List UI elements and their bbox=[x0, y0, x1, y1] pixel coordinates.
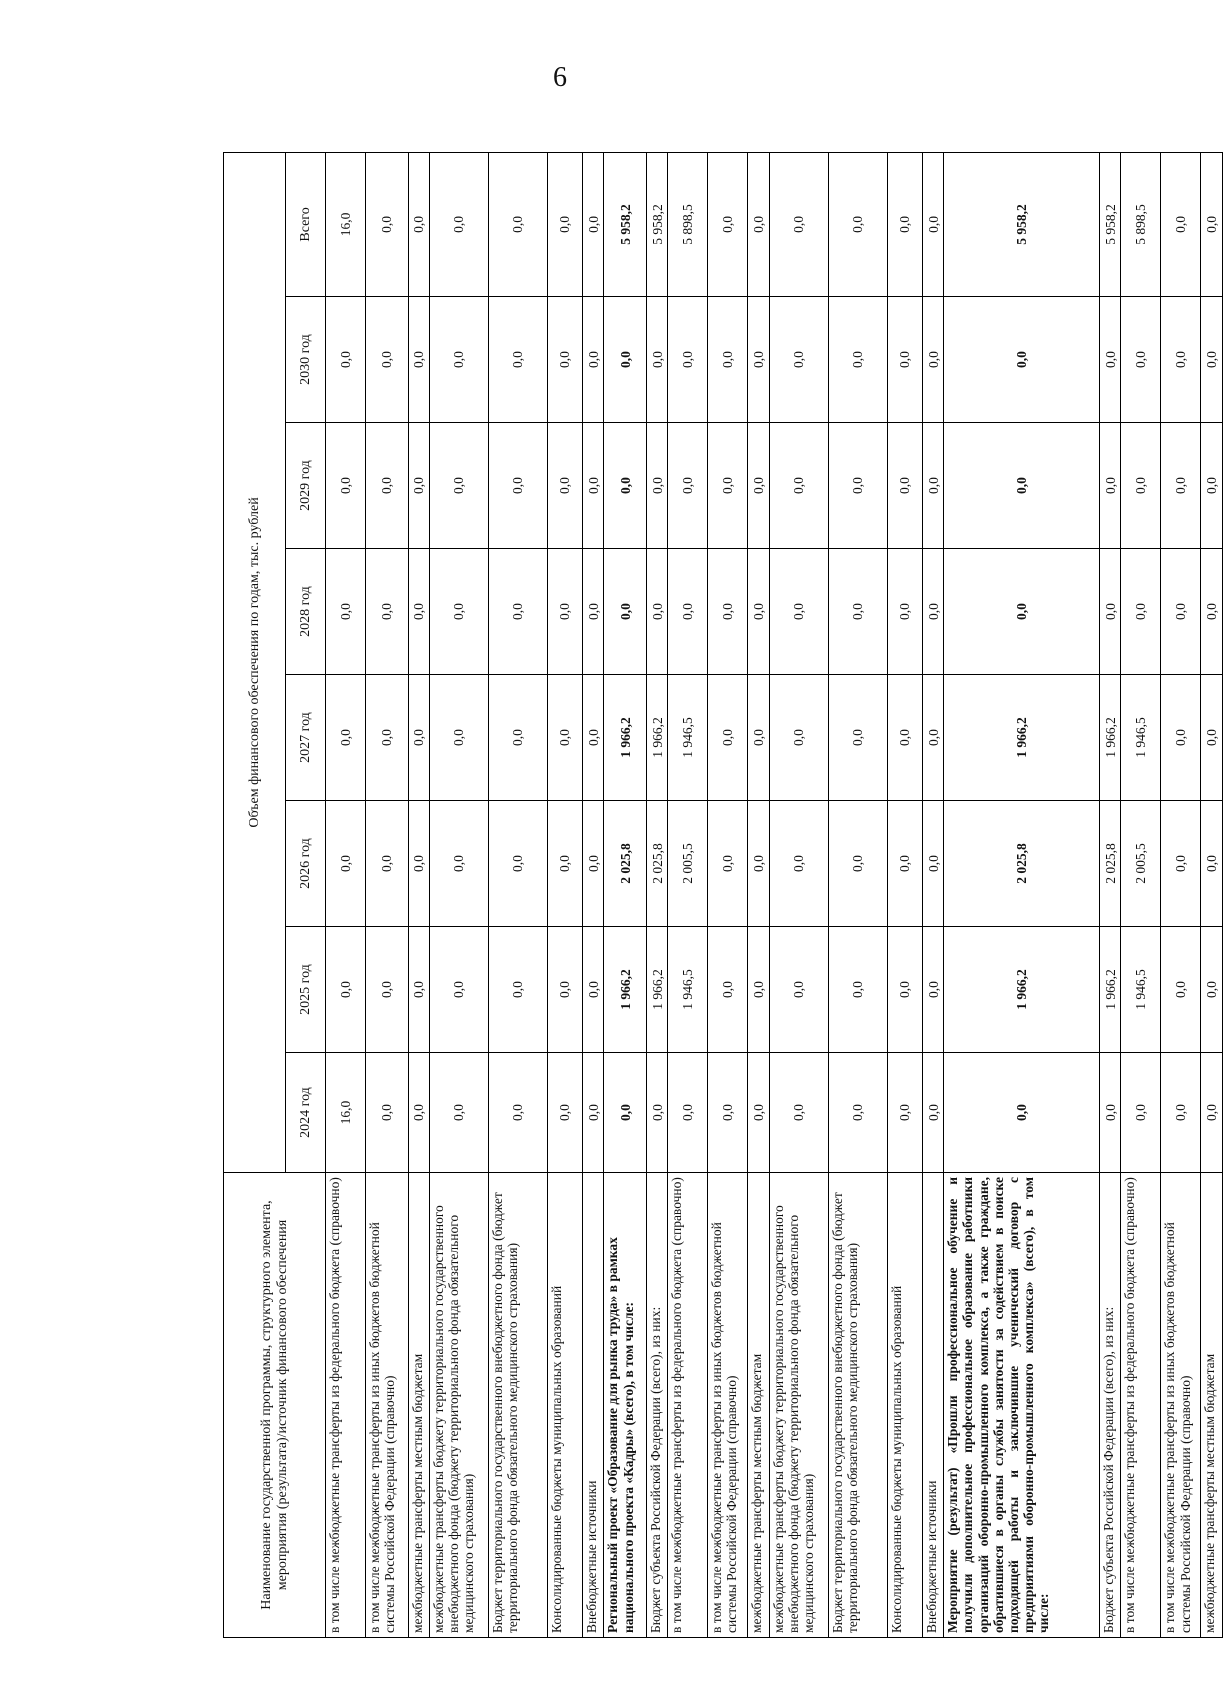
header-row-1 bbox=[224, 152, 286, 1637]
row-label: в том числе межбюджетные трансферты из иных бюджетов бюджетной системы Российской Федерации (справочно) bbox=[1161, 1173, 1201, 1638]
row-year-value: 0,0 bbox=[547, 423, 582, 549]
header-name-column: Наименование государственной программы, структурного элемента, мероприятия (результата)/источник финансового обеспечения bbox=[224, 1173, 326, 1638]
row-year-value: 0,0 bbox=[769, 801, 828, 927]
row-year-value: 0,0 bbox=[429, 549, 488, 675]
row-year-value: 0,0 bbox=[547, 549, 582, 675]
row-year-value: 0,0 bbox=[923, 297, 944, 423]
table-row bbox=[1099, 152, 1120, 1637]
row-year-value: 0,0 bbox=[1161, 927, 1201, 1053]
table-row bbox=[944, 152, 1100, 1637]
row-year-value: 0,0 bbox=[583, 927, 604, 1053]
table-row bbox=[646, 152, 667, 1637]
row-total-value: 0,0 bbox=[429, 152, 488, 296]
row-year-value: 0,0 bbox=[583, 423, 604, 549]
row-total-value: 0,0 bbox=[748, 152, 769, 296]
budget-table bbox=[223, 152, 1223, 1638]
row-year-value: 0,0 bbox=[583, 549, 604, 675]
row-year-value: 0,0 bbox=[604, 549, 646, 675]
row-year-value: 1 966,2 bbox=[944, 927, 1100, 1053]
row-year-value: 0,0 bbox=[583, 297, 604, 423]
row-year-value: 0,0 bbox=[429, 927, 488, 1053]
row-year-value: 0,0 bbox=[366, 927, 408, 1053]
row-year-value: 0,0 bbox=[944, 1053, 1100, 1173]
row-year-value: 0,0 bbox=[488, 801, 547, 927]
header-year: 2025 год bbox=[286, 927, 326, 1053]
row-label: Бюджет территориального государственного внебюджетного фонда (бюджет территориального фонда обязательного медицинского страхования) bbox=[488, 1173, 547, 1638]
row-year-value: 1 946,5 bbox=[668, 675, 708, 801]
row-total-value: 0,0 bbox=[1161, 152, 1201, 296]
row-year-value: 0,0 bbox=[668, 423, 708, 549]
row-year-value: 0,0 bbox=[1161, 675, 1201, 801]
page-number: 6 bbox=[553, 62, 567, 93]
header-total: Всего bbox=[286, 152, 326, 296]
row-label: межбюджетные трансферты бюджету территориального государственного внебюджетного фонда (бюджету территориального фонда обязательного медицинского страхования) bbox=[429, 1173, 488, 1638]
row-year-value: 0,0 bbox=[1161, 801, 1201, 927]
row-year-value: 0,0 bbox=[887, 1053, 922, 1173]
row-label: межбюджетные трансферты бюджету территориального государственного внебюджетного фонда (бюджету территориального фонда обязательного медицинского страхования) bbox=[769, 1173, 828, 1638]
table-row bbox=[604, 152, 646, 1637]
row-year-value: 0,0 bbox=[604, 423, 646, 549]
row-year-value: 0,0 bbox=[708, 297, 748, 423]
table-row bbox=[1161, 152, 1201, 1637]
row-year-value: 0,0 bbox=[488, 675, 547, 801]
table-row bbox=[769, 152, 828, 1637]
row-year-value: 0,0 bbox=[366, 423, 408, 549]
row-year-value: 0,0 bbox=[887, 675, 922, 801]
row-year-value: 0,0 bbox=[547, 297, 582, 423]
row-year-value: 0,0 bbox=[748, 297, 769, 423]
row-year-value: 0,0 bbox=[326, 549, 366, 675]
row-total-value: 0,0 bbox=[488, 152, 547, 296]
row-year-value: 0,0 bbox=[923, 1053, 944, 1173]
row-year-value: 0,0 bbox=[887, 423, 922, 549]
row-year-value: 0,0 bbox=[583, 1053, 604, 1173]
row-year-value: 0,0 bbox=[1121, 423, 1161, 549]
table-row bbox=[547, 152, 582, 1637]
row-total-value: 0,0 bbox=[547, 152, 582, 296]
row-year-value: 2 025,8 bbox=[604, 801, 646, 927]
row-year-value: 2 005,5 bbox=[1121, 801, 1161, 927]
row-total-value: 16,0 bbox=[326, 152, 366, 296]
row-year-value: 0,0 bbox=[828, 675, 887, 801]
row-year-value: 2 005,5 bbox=[668, 801, 708, 927]
row-year-value: 0,0 bbox=[1161, 1053, 1201, 1173]
row-year-value: 0,0 bbox=[1201, 927, 1223, 1053]
row-year-value: 0,0 bbox=[583, 675, 604, 801]
table-row bbox=[1121, 152, 1161, 1637]
row-label: Внебюджетные источники bbox=[923, 1173, 944, 1638]
row-year-value: 0,0 bbox=[326, 423, 366, 549]
row-label: Бюджет субъекта Российской Федерации (всего), из них: bbox=[646, 1173, 667, 1638]
row-year-value: 0,0 bbox=[1099, 423, 1120, 549]
row-total-value: 0,0 bbox=[769, 152, 828, 296]
row-label: Региональный проект «Образование для рынка труда» в рамках национального проекта «Кадры» (всего), в том числе: bbox=[604, 1173, 646, 1638]
row-year-value: 0,0 bbox=[748, 423, 769, 549]
row-year-value: 0,0 bbox=[769, 675, 828, 801]
row-year-value: 0,0 bbox=[668, 549, 708, 675]
table-row bbox=[887, 152, 922, 1637]
table-row bbox=[1201, 152, 1223, 1637]
row-label: Мероприятие (результат) «Прошли профессиональное обучение и получили дополнительное профессиональное образование работники организаций оборонно-промышленного комплекса, а также граждане, обратившиеся в органы службы занятости за содействием в поиске подходящей работы и заключившие ученический договор с предприятиями оборонно-промышленного комплекса» (всего), в том числе: bbox=[944, 1173, 1100, 1638]
row-year-value: 0,0 bbox=[828, 1053, 887, 1173]
row-total-value: 5 898,5 bbox=[668, 152, 708, 296]
row-year-value: 0,0 bbox=[923, 675, 944, 801]
table-row bbox=[923, 152, 944, 1637]
row-year-value: 0,0 bbox=[769, 423, 828, 549]
row-year-value: 2 025,8 bbox=[1099, 801, 1120, 927]
header-year: 2024 год bbox=[286, 1053, 326, 1173]
table-row bbox=[828, 152, 887, 1637]
row-year-value: 0,0 bbox=[828, 801, 887, 927]
row-year-value: 0,0 bbox=[366, 675, 408, 801]
row-year-value: 0,0 bbox=[1201, 801, 1223, 927]
row-year-value: 2 025,8 bbox=[944, 801, 1100, 927]
row-year-value: 0,0 bbox=[944, 549, 1100, 675]
row-year-value: 0,0 bbox=[769, 297, 828, 423]
row-year-value: 0,0 bbox=[488, 927, 547, 1053]
table-row bbox=[326, 152, 366, 1637]
row-total-value: 0,0 bbox=[708, 152, 748, 296]
table-row bbox=[668, 152, 708, 1637]
row-year-value: 0,0 bbox=[887, 297, 922, 423]
row-label: межбюджетные трансферты местным бюджетам bbox=[408, 1173, 429, 1638]
row-year-value: 0,0 bbox=[366, 297, 408, 423]
row-year-value: 0,0 bbox=[708, 675, 748, 801]
row-year-value: 0,0 bbox=[923, 801, 944, 927]
row-year-value: 0,0 bbox=[408, 675, 429, 801]
row-year-value: 1 966,2 bbox=[604, 675, 646, 801]
row-year-value: 0,0 bbox=[828, 423, 887, 549]
row-label: Консолидированные бюджеты муниципальных образований bbox=[547, 1173, 582, 1638]
row-total-value: 0,0 bbox=[887, 152, 922, 296]
row-year-value: 0,0 bbox=[748, 1053, 769, 1173]
header-year: 2030 год bbox=[286, 297, 326, 423]
row-year-value: 0,0 bbox=[708, 927, 748, 1053]
row-year-value: 1 966,2 bbox=[646, 927, 667, 1053]
header-year: 2029 год bbox=[286, 423, 326, 549]
row-label: Консолидированные бюджеты муниципальных образований bbox=[887, 1173, 922, 1638]
row-total-value: 5 898,5 bbox=[1121, 152, 1161, 296]
row-year-value: 2 025,8 bbox=[646, 801, 667, 927]
row-total-value: 0,0 bbox=[923, 152, 944, 296]
row-year-value: 0,0 bbox=[429, 801, 488, 927]
row-total-value: 5 958,2 bbox=[1099, 152, 1120, 296]
row-year-value: 0,0 bbox=[1121, 1053, 1161, 1173]
row-year-value: 0,0 bbox=[646, 1053, 667, 1173]
row-year-value: 0,0 bbox=[547, 1053, 582, 1173]
row-label: в том числе межбюджетные трансферты из иных бюджетов бюджетной системы Российской Федерации (справочно) bbox=[708, 1173, 748, 1638]
row-label: в том числе межбюджетные трансферты из федерального бюджета (справочно) bbox=[1121, 1173, 1161, 1638]
row-label: Бюджет субъекта Российской Федерации (всего), из них: bbox=[1099, 1173, 1120, 1638]
row-year-value: 0,0 bbox=[1099, 549, 1120, 675]
row-year-value: 1 966,2 bbox=[1099, 675, 1120, 801]
row-year-value: 0,0 bbox=[828, 549, 887, 675]
row-year-value: 0,0 bbox=[326, 801, 366, 927]
row-year-value: 1 966,2 bbox=[1099, 927, 1120, 1053]
row-year-value: 0,0 bbox=[668, 1053, 708, 1173]
row-year-value: 0,0 bbox=[708, 549, 748, 675]
row-year-value: 0,0 bbox=[769, 927, 828, 1053]
row-year-value: 0,0 bbox=[1161, 297, 1201, 423]
row-year-value: 0,0 bbox=[708, 1053, 748, 1173]
row-year-value: 1 966,2 bbox=[604, 927, 646, 1053]
row-year-value: 0,0 bbox=[646, 549, 667, 675]
row-year-value: 0,0 bbox=[604, 297, 646, 423]
row-year-value: 0,0 bbox=[1201, 297, 1223, 423]
row-year-value: 1 966,2 bbox=[646, 675, 667, 801]
row-year-value: 0,0 bbox=[488, 549, 547, 675]
row-label: межбюджетные трансферты местным бюджетам bbox=[748, 1173, 769, 1638]
row-year-value: 0,0 bbox=[828, 297, 887, 423]
row-year-value: 0,0 bbox=[604, 1053, 646, 1173]
table-body bbox=[326, 152, 1223, 1637]
row-year-value: 0,0 bbox=[326, 927, 366, 1053]
table-row bbox=[408, 152, 429, 1637]
row-year-value: 0,0 bbox=[748, 927, 769, 1053]
table-row bbox=[708, 152, 748, 1637]
row-total-value: 0,0 bbox=[408, 152, 429, 296]
row-year-value: 0,0 bbox=[408, 297, 429, 423]
row-total-value: 5 958,2 bbox=[604, 152, 646, 296]
row-year-value: 0,0 bbox=[769, 1053, 828, 1173]
header-year: 2026 год bbox=[286, 801, 326, 927]
row-year-value: 0,0 bbox=[547, 927, 582, 1053]
row-total-value: 0,0 bbox=[583, 152, 604, 296]
row-year-value: 0,0 bbox=[1201, 1053, 1223, 1173]
table-row bbox=[429, 152, 488, 1637]
rotated-table-wrapper bbox=[223, 153, 1223, 1638]
row-year-value: 0,0 bbox=[923, 423, 944, 549]
row-year-value: 16,0 bbox=[326, 1053, 366, 1173]
row-year-value: 1 946,5 bbox=[1121, 675, 1161, 801]
header-year: 2027 год bbox=[286, 675, 326, 801]
row-total-value: 0,0 bbox=[828, 152, 887, 296]
row-year-value: 0,0 bbox=[887, 927, 922, 1053]
row-year-value: 0,0 bbox=[944, 423, 1100, 549]
row-label: Внебюджетные источники bbox=[583, 1173, 604, 1638]
row-year-value: 1 946,5 bbox=[1121, 927, 1161, 1053]
row-label: межбюджетные трансферты местным бюджетам bbox=[1201, 1173, 1223, 1638]
row-year-value: 0,0 bbox=[708, 423, 748, 549]
row-label: в том числе межбюджетные трансферты из иных бюджетов бюджетной системы Российской Федерации (справочно) bbox=[366, 1173, 408, 1638]
row-year-value: 0,0 bbox=[828, 927, 887, 1053]
row-year-value: 0,0 bbox=[488, 1053, 547, 1173]
row-year-value: 0,0 bbox=[1201, 675, 1223, 801]
row-total-value: 0,0 bbox=[1201, 152, 1223, 296]
row-year-value: 0,0 bbox=[429, 675, 488, 801]
row-year-value: 0,0 bbox=[887, 801, 922, 927]
row-label: Бюджет территориального государственного внебюджетного фонда (бюджет территориального фонда обязательного медицинского страхования) bbox=[828, 1173, 887, 1638]
row-year-value: 0,0 bbox=[583, 801, 604, 927]
row-year-value: 0,0 bbox=[366, 801, 408, 927]
row-year-value: 0,0 bbox=[1099, 297, 1120, 423]
row-total-value: 5 958,2 bbox=[646, 152, 667, 296]
row-year-value: 0,0 bbox=[923, 549, 944, 675]
row-year-value: 0,0 bbox=[1201, 423, 1223, 549]
row-year-value: 0,0 bbox=[887, 549, 922, 675]
row-year-value: 0,0 bbox=[748, 801, 769, 927]
row-year-value: 0,0 bbox=[408, 927, 429, 1053]
row-year-value: 0,0 bbox=[769, 549, 828, 675]
row-year-value: 0,0 bbox=[366, 549, 408, 675]
row-year-value: 0,0 bbox=[1161, 423, 1201, 549]
row-year-value: 0,0 bbox=[748, 675, 769, 801]
row-year-value: 0,0 bbox=[1121, 549, 1161, 675]
row-label: в том числе межбюджетные трансферты из федерального бюджета (справочно) bbox=[668, 1173, 708, 1638]
table-row bbox=[748, 152, 769, 1637]
row-year-value: 0,0 bbox=[408, 801, 429, 927]
row-year-value: 1 946,5 bbox=[668, 927, 708, 1053]
row-year-value: 0,0 bbox=[668, 297, 708, 423]
row-year-value: 0,0 bbox=[366, 1053, 408, 1173]
table-row bbox=[583, 152, 604, 1637]
row-year-value: 0,0 bbox=[1121, 297, 1161, 423]
row-year-value: 0,0 bbox=[748, 549, 769, 675]
row-year-value: 0,0 bbox=[326, 675, 366, 801]
row-year-value: 0,0 bbox=[429, 297, 488, 423]
row-year-value: 0,0 bbox=[429, 1053, 488, 1173]
row-year-value: 0,0 bbox=[944, 297, 1100, 423]
row-year-value: 0,0 bbox=[547, 675, 582, 801]
row-year-value: 0,0 bbox=[488, 297, 547, 423]
row-year-value: 1 966,2 bbox=[944, 675, 1100, 801]
table-row bbox=[488, 152, 547, 1637]
row-year-value: 0,0 bbox=[547, 801, 582, 927]
row-year-value: 0,0 bbox=[408, 423, 429, 549]
row-year-value: 0,0 bbox=[488, 423, 547, 549]
header-year: 2028 год bbox=[286, 549, 326, 675]
row-year-value: 0,0 bbox=[326, 297, 366, 423]
row-year-value: 0,0 bbox=[408, 1053, 429, 1173]
row-year-value: 0,0 bbox=[1201, 549, 1223, 675]
header-volume: Объем финансового обеспечения по годам, тыс. рублей bbox=[224, 152, 286, 1172]
row-year-value: 0,0 bbox=[646, 423, 667, 549]
row-total-value: 0,0 bbox=[366, 152, 408, 296]
row-year-value: 0,0 bbox=[708, 801, 748, 927]
row-year-value: 0,0 bbox=[1099, 1053, 1120, 1173]
row-year-value: 0,0 bbox=[1161, 549, 1201, 675]
row-year-value: 0,0 bbox=[923, 927, 944, 1053]
row-label: в том числе межбюджетные трансферты из федерального бюджета (справочно) bbox=[326, 1173, 366, 1638]
row-year-value: 0,0 bbox=[646, 297, 667, 423]
row-year-value: 0,0 bbox=[429, 423, 488, 549]
table-row bbox=[366, 152, 408, 1637]
row-total-value: 5 958,2 bbox=[944, 152, 1100, 296]
row-year-value: 0,0 bbox=[408, 549, 429, 675]
